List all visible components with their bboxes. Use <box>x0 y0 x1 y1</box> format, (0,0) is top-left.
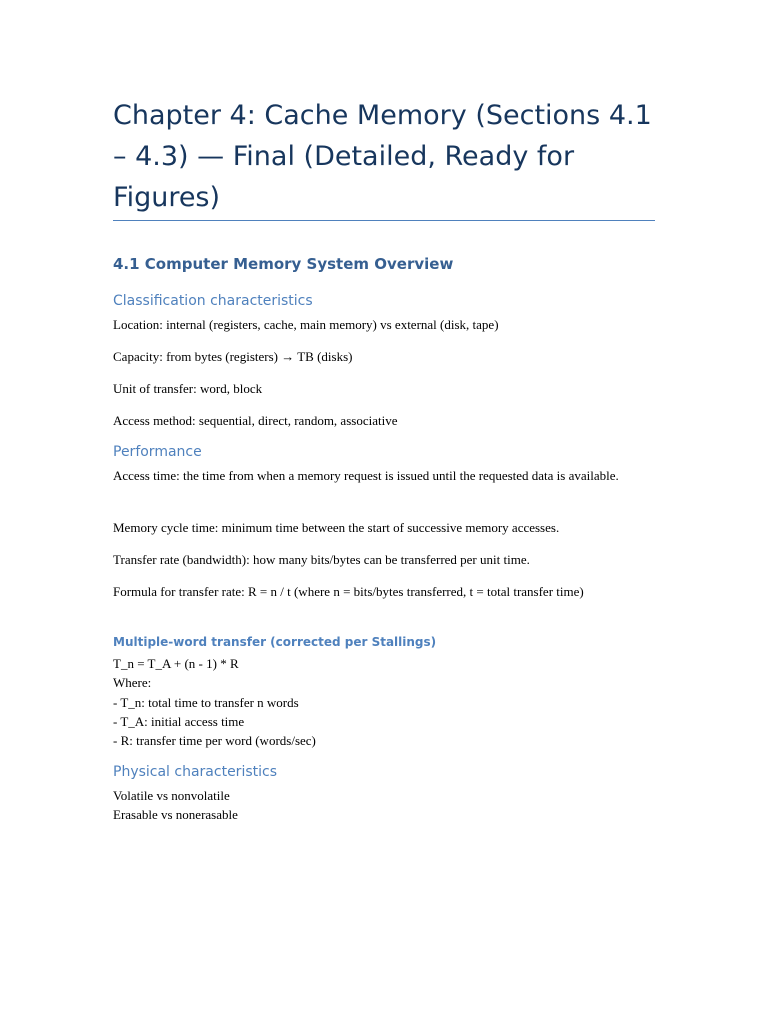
performance-heading: Performance <box>113 444 202 460</box>
cycle-time-paragraph: Memory cycle time: minimum time between the start of successive memory accesses. <box>113 520 560 535</box>
transfer-rate-formula: Formula for transfer rate: R = n / t (where n = bits/bytes transferred, t = total transfer time) <box>113 584 584 599</box>
transfer-rate-paragraph: Transfer rate (bandwidth): how many bits/bytes can be transferred per unit time. <box>113 552 530 567</box>
capacity-paragraph: Capacity: from bytes (registers) → TB (disks) <box>113 349 353 364</box>
title-underline <box>113 220 655 221</box>
physical-heading: Physical characteristics <box>113 764 277 780</box>
document-title: Chapter 4: Cache Memory (Sections 4.1 – 4.3) — Final (Detailed, Ready for Figures) <box>113 100 652 213</box>
section-heading: 4.1 Computer Memory System Overview <box>113 255 454 273</box>
multiword-formula-block: T_n = T_A + (n - 1) * R Where: - T_n: total time to transfer n words - T_A: initial access time - R: transfer time per word (words/sec) <box>113 656 316 749</box>
physical-paragraph: Volatile vs nonvolatile Erasable vs nonerasable <box>113 788 238 823</box>
access-method-paragraph: Access method: sequential, direct, random, associative <box>113 413 398 428</box>
classification-heading: Classification characteristics <box>113 293 313 309</box>
multiword-heading: Multiple-word transfer (corrected per Stallings) <box>113 635 437 649</box>
unit-of-transfer-paragraph: Unit of transfer: word, block <box>113 381 263 396</box>
access-time-paragraph: Access time: the time from when a memory request is issued until the requested data is available. <box>113 468 619 483</box>
location-paragraph: Location: internal (registers, cache, main memory) vs external (disk, tape) <box>113 317 499 332</box>
